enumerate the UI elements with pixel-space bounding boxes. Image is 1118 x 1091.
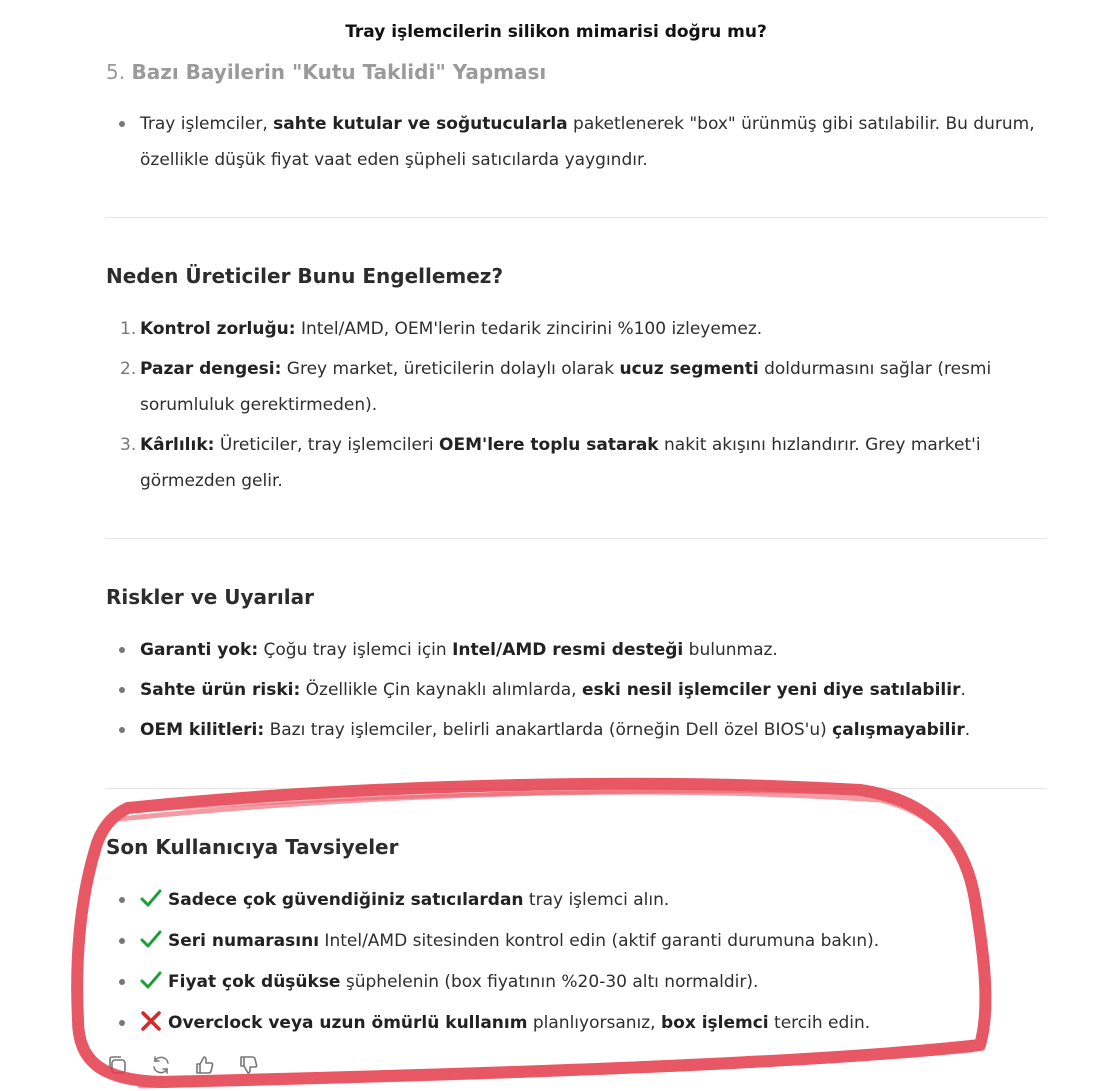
conversation-title: Tray işlemcilerin silikon mimarisi doğru mu?	[345, 22, 767, 42]
advice-list	[106, 882, 1046, 1041]
divider	[106, 538, 1046, 539]
list-item: 2. Pazar dengesi: Grey market, üreticilerin dolaylı olarak ucuz segmenti doldurmasını sağlar (resmi sorumluluk gerektirmeden).	[120, 359, 992, 415]
section-number: 5.	[106, 60, 126, 84]
check-mark-icon	[140, 888, 162, 908]
list-item: Overclock veya uzun ömürlü kullanım planlıyorsanız, box işlemci tercih edin.	[106, 1005, 1046, 1041]
list-item: Sadece çok güvendiğiniz satıcılardan tray işlemci alın.	[106, 882, 1046, 918]
thumbs-down-icon[interactable]	[238, 1054, 260, 1076]
list-item: Fiyat çok düşükse şüphelenin (box fiyatının %20-30 altı normaldir).	[106, 964, 1046, 1000]
message-actions	[106, 1054, 260, 1076]
copy-icon[interactable]	[106, 1054, 128, 1076]
list-item: Tray işlemciler, sahte kutular ve soğutucularla paketlenerek "box" ürünmüş gibi satılabilir. Bu durum, özellikle düşük fiyat vaat eden şüpheli satıcılarda yaygındır.	[106, 106, 1046, 178]
why-heading: Neden Üreticiler Bunu Engellemez?	[106, 264, 504, 288]
why-list	[106, 311, 1046, 499]
list-item: Garanti yok: Çoğu tray işlemci için Intel/AMD resmi desteği bulunmaz.	[106, 632, 1046, 668]
risks-heading: Riskler ve Uyarılar	[106, 585, 314, 609]
list-item: 3. Kârlılık: Üreticiler, tray işlemcileri OEM'lere toplu satarak nakit akışını hızlandırır. Grey market'i görmezden gelir.	[120, 435, 981, 491]
list-item: Sahte ürün riski: Özellikle Çin kaynaklı alımlarda, eski nesil işlemciler yeni diye satılabilir.	[106, 672, 1046, 708]
check-mark-icon	[140, 929, 162, 949]
divider	[106, 788, 1046, 789]
risks-list	[106, 632, 1046, 748]
section-5-heading	[106, 60, 546, 84]
section-5-list	[106, 106, 1046, 178]
advice-heading: Son Kullanıcıya Tavsiyeler	[106, 835, 399, 859]
cross-mark-icon	[140, 1011, 162, 1031]
check-mark-icon	[140, 970, 162, 990]
regenerate-icon[interactable]	[150, 1054, 172, 1076]
divider	[106, 217, 1046, 218]
thumbs-up-icon[interactable]	[194, 1054, 216, 1076]
list-item: 1. Kontrol zorluğu: Intel/AMD, OEM'lerin tedarik zincirini %100 izleyemez.	[120, 319, 763, 339]
list-item: Seri numarasını Intel/AMD sitesinden kontrol edin (aktif garanti durumuna bakın).	[106, 923, 1046, 959]
section-title: Bazı Bayilerin "Kutu Taklidi" Yapması	[131, 60, 547, 84]
list-item: OEM kilitleri: Bazı tray işlemciler, belirli anakartlarda (örneğin Dell özel BIOS'u) çalışmayabilir.	[106, 712, 1046, 748]
